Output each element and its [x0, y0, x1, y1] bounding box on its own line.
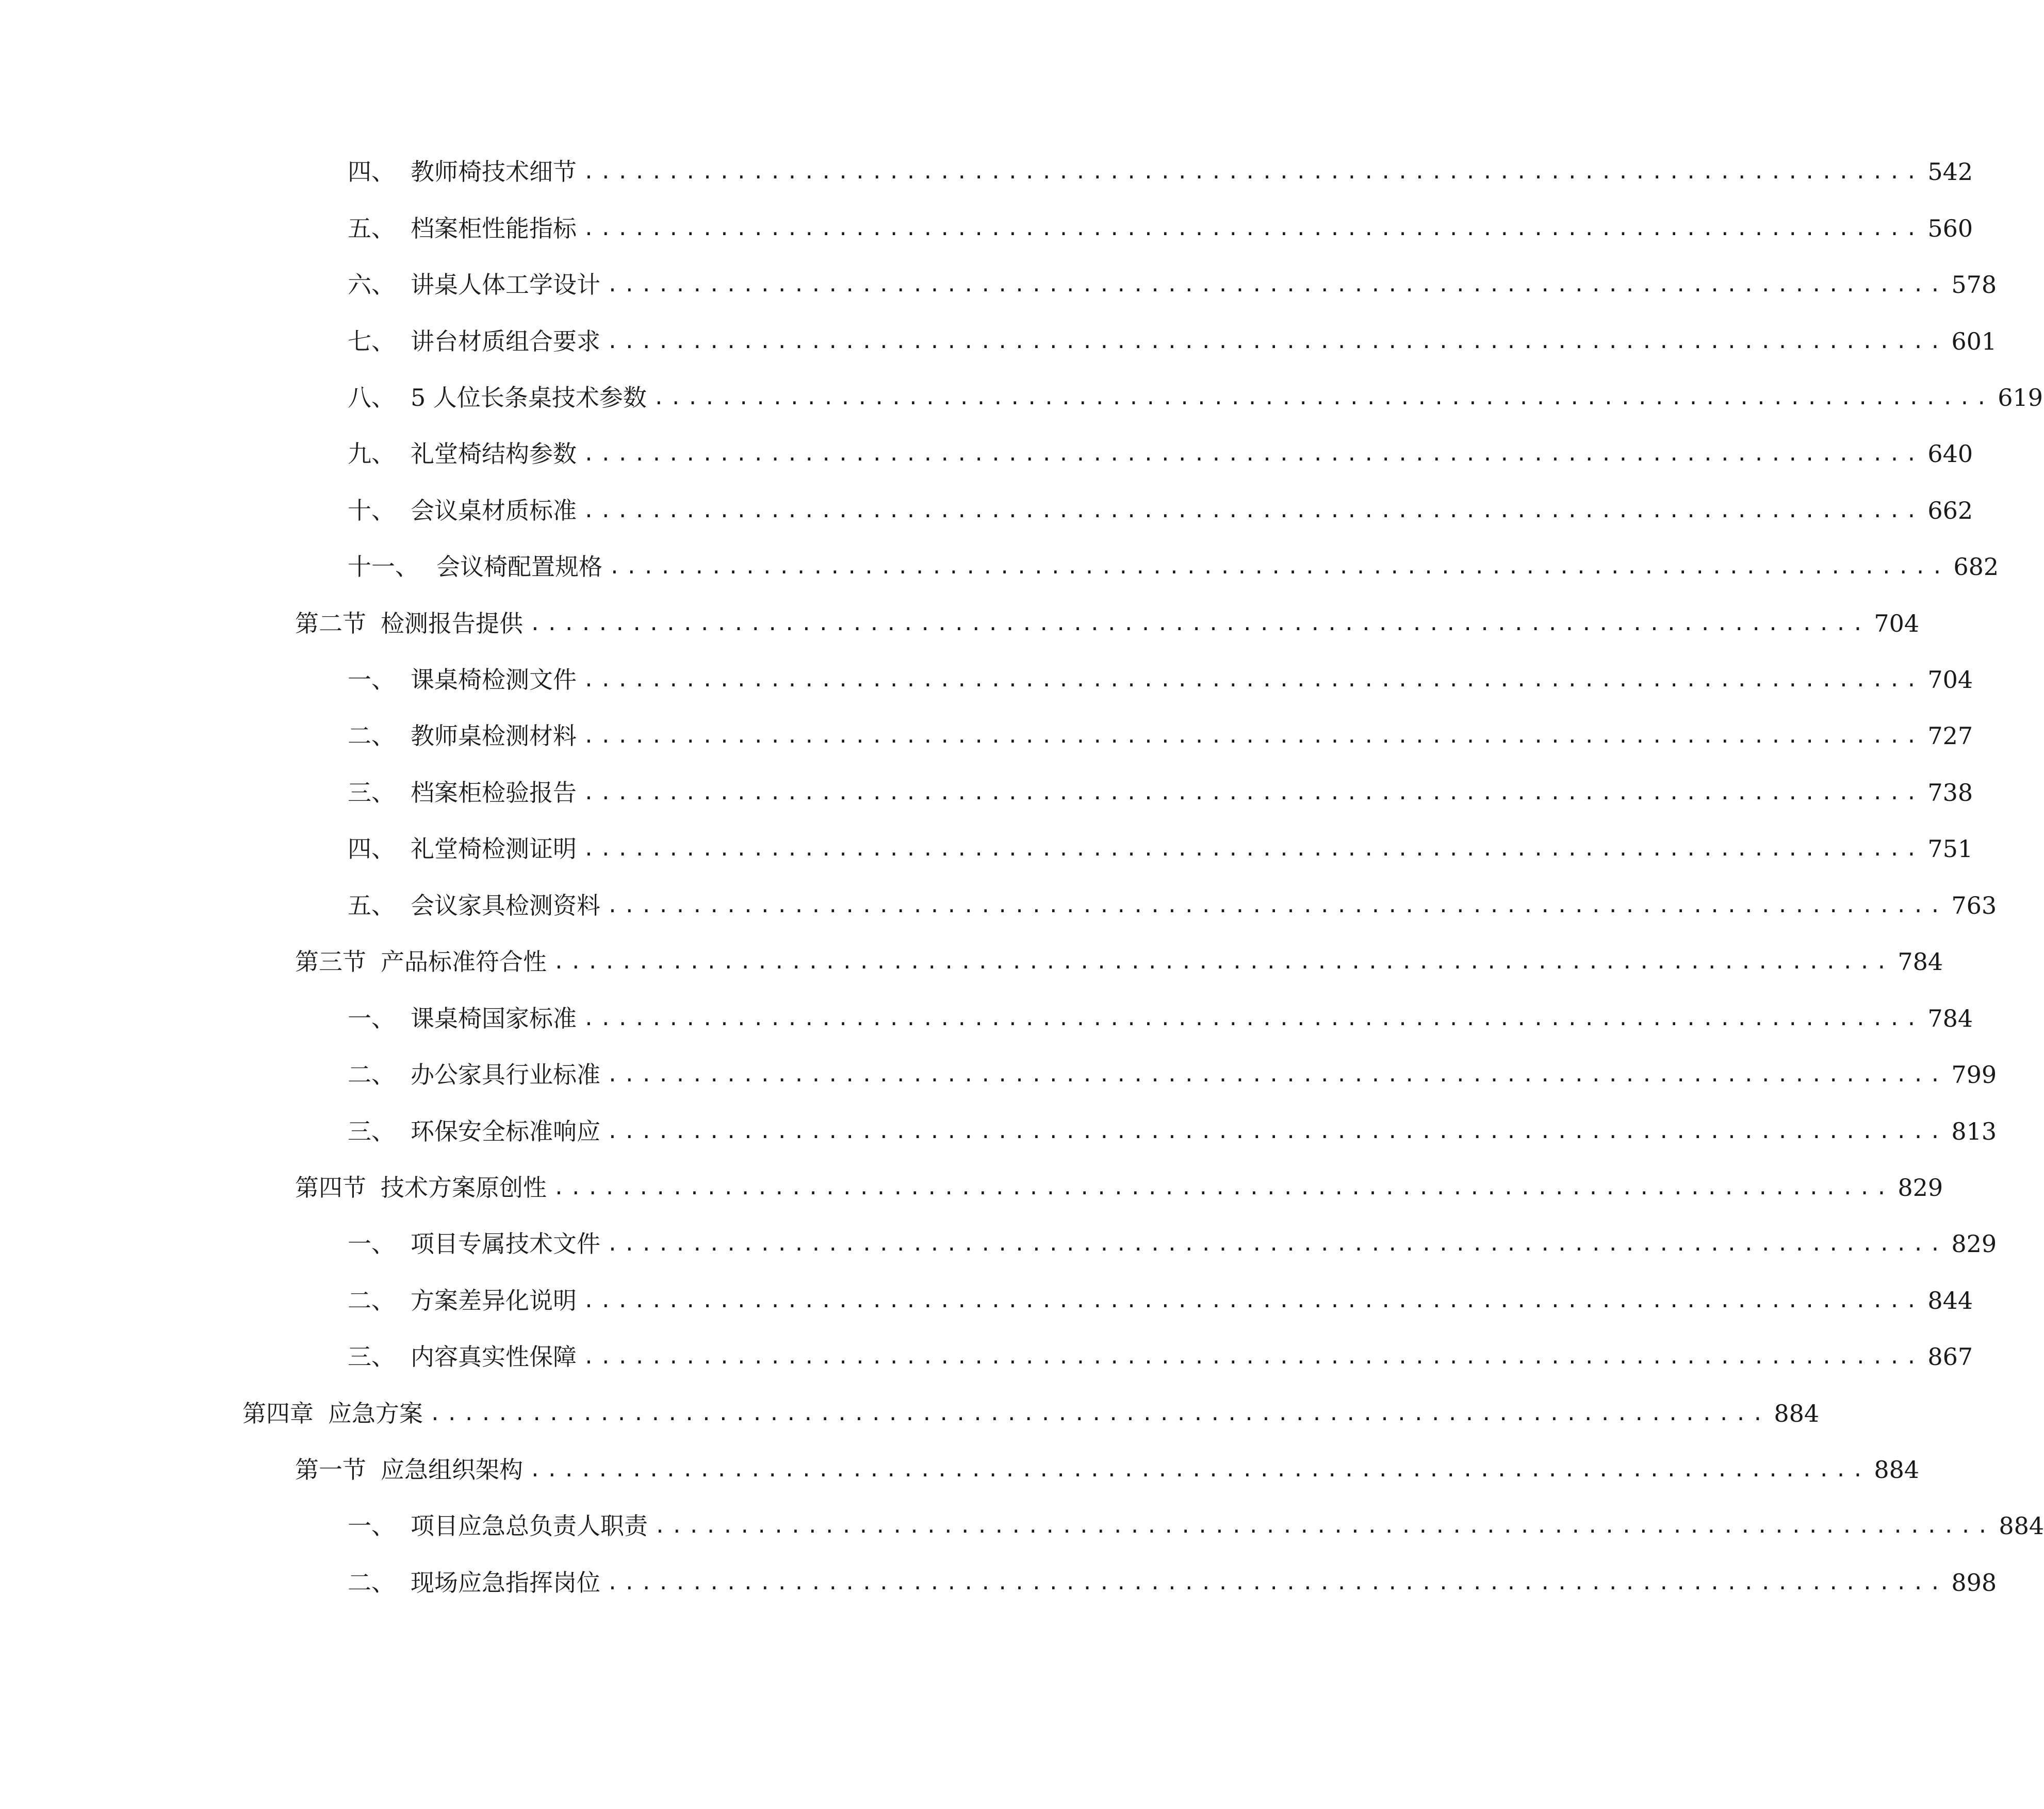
dot-leader: ............................................................................... [553, 950, 1893, 973]
toc-entry-page: 704 [1874, 610, 1920, 637]
toc-entry-page: 738 [1927, 779, 1973, 807]
toc-entry-page: 884 [1999, 1512, 2044, 1540]
toc-entry-number: 五、 [348, 892, 395, 919]
toc-entry-number: 二、 [348, 1569, 395, 1597]
toc-entry-page: 799 [1951, 1061, 1997, 1089]
toc-entry-page: 751 [1927, 835, 1973, 863]
toc-entry-page: 867 [1927, 1343, 1973, 1371]
toc-entry-title: 项目专属技术文件 [411, 1230, 600, 1258]
toc-entry-number: 一、 [348, 1005, 395, 1032]
toc-entry-title: 礼堂椅检测证明 [411, 835, 577, 863]
toc-entry-page: 829 [1898, 1174, 1943, 1202]
toc-entry[interactable] [348, 267, 1997, 303]
toc-entry[interactable] [348, 887, 1997, 924]
dot-leader: ............................................................................... [583, 442, 1923, 465]
toc-entry-page: 578 [1951, 271, 1997, 299]
toc-entry-title: 现场应急指挥岗位 [411, 1569, 600, 1597]
toc-entry-page: 784 [1927, 1005, 1973, 1032]
toc-entry-title: 档案柜检验报告 [411, 779, 577, 807]
toc-entry-page: 844 [1927, 1287, 1973, 1314]
toc-entry-title: 技术方案原创性 [381, 1174, 547, 1202]
toc-entry-number: 十一、 [348, 553, 419, 581]
toc-entry[interactable] [348, 1282, 1973, 1319]
toc-entry-page: 813 [1951, 1117, 1997, 1145]
dot-leader: ............................................................................... [607, 894, 1947, 917]
toc-section-entry[interactable] [295, 944, 1943, 980]
toc-entry-page: 884 [1874, 1456, 1920, 1484]
toc-entry-number: 第三节 [295, 948, 366, 976]
dot-leader: ............................................................................... [607, 1063, 1947, 1086]
toc-entry-title: 教师椅技术细节 [411, 158, 577, 186]
toc-entry[interactable] [348, 1226, 1997, 1262]
toc-entry-title: 5 人位长条桌技术参数 [411, 384, 647, 412]
toc-entry-number: 二、 [348, 722, 395, 750]
toc-entry-number: 三、 [348, 1117, 395, 1145]
toc-entry[interactable] [348, 1000, 1973, 1037]
toc-entry[interactable] [348, 492, 1973, 529]
toc-entry[interactable] [348, 1113, 1997, 1149]
toc-entry[interactable] [348, 831, 1973, 867]
toc-entry-number: 四、 [348, 835, 395, 863]
toc-entry-number: 六、 [348, 271, 395, 299]
toc-entry-number: 第一节 [295, 1456, 366, 1484]
toc-entry[interactable] [348, 718, 1973, 754]
toc-entry[interactable] [348, 1339, 1973, 1375]
toc-entry-title: 课桌椅国家标准 [411, 1005, 577, 1032]
toc-entry-page: 727 [1927, 722, 1973, 750]
toc-entry-page: 704 [1927, 666, 1973, 694]
toc-entry-title: 应急组织架构 [381, 1456, 523, 1484]
dot-leader: ............................................................................... [529, 1458, 1869, 1481]
toc-entry-page: 784 [1898, 948, 1943, 976]
toc-entry-page: 560 [1927, 215, 1973, 242]
toc-entry-title: 环保安全标准响应 [411, 1117, 600, 1145]
dot-leader: ............................................................................... [583, 668, 1923, 691]
dot-leader: ............................................................................... [609, 555, 1949, 578]
toc-entry[interactable] [348, 323, 1997, 359]
toc-entry-page: 640 [1927, 440, 1973, 468]
dot-leader: ............................................................................... [583, 499, 1923, 522]
dot-leader: ............................................................................... [583, 725, 1923, 747]
toc-entry-number: 二、 [348, 1061, 395, 1089]
toc-chapter-entry[interactable] [242, 1395, 1820, 1432]
toc-entry-title: 教师桌检测材料 [411, 722, 577, 750]
toc-entry-title: 项目应急总负责人职责 [411, 1512, 648, 1540]
toc-entry-number: 第四章 [242, 1400, 314, 1427]
toc-entry-number: 三、 [348, 779, 395, 807]
toc-entry-number: 七、 [348, 327, 395, 355]
toc-entry[interactable] [348, 549, 1999, 585]
toc-entry-number: 四、 [348, 158, 395, 186]
toc-entry-page: 662 [1927, 497, 1973, 524]
dot-leader: ............................................................................... [429, 1402, 1769, 1425]
toc-entry-title: 方案差异化说明 [411, 1287, 577, 1314]
dot-leader: ............................................................................... [607, 273, 1947, 296]
toc-entry-number: 三、 [348, 1343, 395, 1371]
toc-entry-number: 十、 [348, 497, 395, 524]
dot-leader: ............................................................................... [654, 1515, 1994, 1537]
toc-entry-title: 办公家具行业标准 [411, 1061, 600, 1089]
dot-leader: ............................................................................... [607, 1232, 1947, 1255]
toc-entry[interactable] [348, 662, 1973, 698]
toc-entry-number: 第四节 [295, 1174, 366, 1202]
toc-entry-page: 829 [1951, 1230, 1997, 1258]
toc-entry[interactable] [348, 436, 1973, 472]
toc-entry-title: 应急方案 [328, 1400, 423, 1427]
toc-entry-title: 档案柜性能指标 [411, 215, 577, 242]
dot-leader: ............................................................................... [583, 160, 1923, 183]
toc-section-entry[interactable] [295, 605, 1920, 642]
toc-entry-page: 763 [1951, 892, 1997, 919]
toc-entry-page: 682 [1953, 553, 1999, 581]
toc-entry-number: 八、 [348, 384, 395, 412]
dot-leader: ............................................................................... [583, 217, 1923, 240]
toc-entry[interactable] [348, 210, 1973, 246]
toc-entry[interactable] [348, 775, 1973, 811]
toc-entry-number: 九、 [348, 440, 395, 468]
dot-leader: ............................................................................... [607, 1571, 1947, 1594]
toc-entry-title: 讲台材质组合要求 [411, 327, 600, 355]
dot-leader: ............................................................................... [529, 612, 1869, 635]
toc-entry[interactable] [348, 380, 2043, 416]
dot-leader: ............................................................................... [583, 837, 1923, 860]
dot-leader: ............................................................................... [553, 1176, 1893, 1199]
dot-leader: ............................................................................... [652, 386, 1993, 409]
toc-section-entry[interactable] [295, 1452, 1920, 1488]
toc-entry-title: 会议椅配置规格 [436, 553, 602, 581]
toc-entry[interactable] [348, 1508, 2044, 1544]
toc-entry[interactable] [348, 1057, 1997, 1093]
toc-section-entry[interactable] [295, 1170, 1943, 1206]
toc-entry-number: 二、 [348, 1287, 395, 1314]
toc-entry-page: 542 [1927, 158, 1973, 186]
toc-entry[interactable] [348, 1565, 1997, 1601]
toc-entry[interactable] [348, 154, 1973, 190]
toc-entry-title: 课桌椅检测文件 [411, 666, 577, 694]
toc-entry-title: 礼堂椅结构参数 [411, 440, 577, 468]
toc-entry-number: 五、 [348, 215, 395, 242]
toc-entry-title: 会议桌材质标准 [411, 497, 577, 524]
toc-entry-number: 第二节 [295, 610, 366, 637]
dot-leader: ............................................................................... [607, 330, 1947, 353]
toc-entry-number: 一、 [348, 1512, 395, 1540]
toc-entry-page: 619 [1998, 384, 2043, 412]
dot-leader: ............................................................................... [583, 1007, 1923, 1030]
dot-leader: ............................................................................... [607, 1120, 1947, 1143]
toc-entry-number: 一、 [348, 666, 395, 694]
toc-entry-title: 产品标准符合性 [381, 948, 547, 976]
toc-entry-title: 讲桌人体工学设计 [411, 271, 600, 299]
dot-leader: ............................................................................... [583, 781, 1923, 804]
toc-entry-page: 601 [1951, 327, 1997, 355]
toc-entry-title: 检测报告提供 [381, 610, 523, 637]
toc-entry-page: 884 [1774, 1400, 1820, 1427]
dot-leader: ............................................................................... [583, 1345, 1923, 1368]
toc-entry-page: 898 [1951, 1569, 1997, 1597]
toc-entry-number: 一、 [348, 1230, 395, 1258]
toc-entry-title: 内容真实性保障 [411, 1343, 577, 1371]
dot-leader: ............................................................................... [583, 1289, 1923, 1312]
toc-entry-title: 会议家具检测资料 [411, 892, 600, 919]
